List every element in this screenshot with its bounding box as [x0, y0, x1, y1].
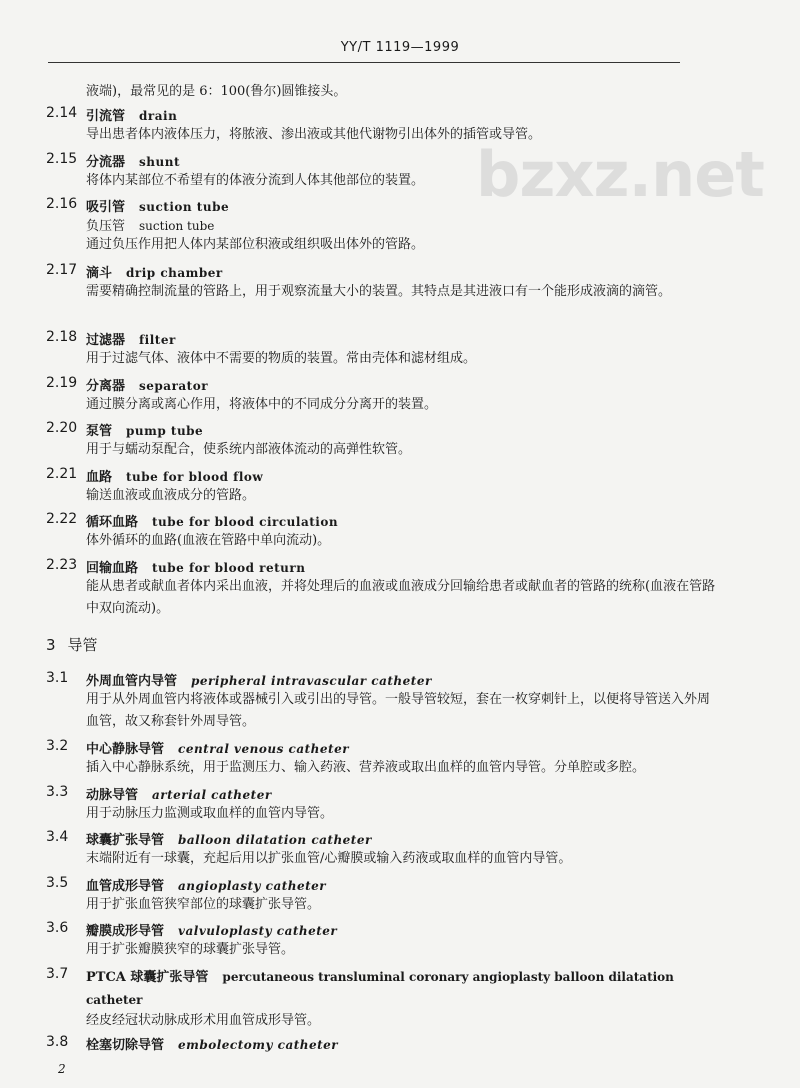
entry-number: 2.16 [46, 196, 78, 212]
entry-number: 2.22 [46, 511, 78, 527]
entry-number: 3.3 [46, 784, 69, 800]
entry-definition: 用于过滤气体、液体中不需要的物质的装置。常由壳体和滤材组成。 [86, 351, 477, 366]
entry-definition: 将体内某部位不希望有的体液分流到人体其他部位的装置。 [86, 173, 425, 188]
entry-number: 3.6 [46, 920, 69, 936]
entry-definition: 体外循环的血路(血液在管路中单向流动)。 [86, 533, 331, 548]
entry-definition: 经皮经冠状动脉成形术用血管成形导管。 [86, 1013, 321, 1028]
entry-number: 3.8 [46, 1034, 69, 1050]
entry-definition: 用于扩张血管狭窄部位的球囊扩张导管。 [86, 897, 321, 912]
entry-definition: 输送血液或血液成分的管路。 [86, 488, 256, 503]
page-number: 2 [58, 1062, 66, 1076]
entry-term: 血路 tube for blood flow [86, 470, 264, 485]
entry-term: 球囊扩张导管 balloon dilatation catheter [86, 833, 372, 848]
entry-term: 瓣膜成形导管 valvuloplasty catheter [86, 924, 338, 939]
entry-term: 过滤器 filter [86, 333, 176, 348]
entry-term: 分离器 separator [86, 379, 209, 394]
entry-number: 2.19 [46, 375, 78, 391]
entry-number: 2.14 [46, 105, 78, 121]
entry-term: 外周血管内导管 peripheral intravascular catheter [86, 674, 432, 689]
entry-term: 吸引管 suction tube [86, 200, 230, 215]
entry-term: 循环血路 tube for blood circulation [86, 515, 339, 530]
entry-number: 3.1 [46, 670, 69, 686]
entry-term: 动脉导管 arterial catheter [86, 788, 272, 803]
entry-definition: 用于扩张瓣膜狭窄的球囊扩张导管。 [86, 942, 295, 957]
entry-definition: 通过膜分离或离心作用，将液体中的不同成分分离开的装置。 [86, 397, 438, 412]
header-rule [48, 62, 680, 63]
watermark: bzxz.net [476, 138, 764, 211]
entry-number: 3.5 [46, 875, 69, 891]
entry-term: 回输血路 tube for blood return [86, 561, 306, 576]
entry-number: 2.21 [46, 466, 78, 482]
entry-number: 2.15 [46, 151, 78, 167]
entry-definition: 通过负压作用把人体内某部位积液或组织吸出体外的管路。 [86, 237, 425, 252]
entry-definition: 导出患者体内液体压力，将脓液、渗出液或其他代谢物引出体外的插管或导管。 [86, 127, 542, 142]
entry-term: 分流器 shunt [86, 155, 180, 170]
section-title: 导管 [67, 636, 98, 654]
continuation-text: 液端)，最常见的是 6：100(鲁尔)圆锥接头。 [86, 84, 347, 99]
entry-definition: 用于从外周血管内将液体或器械引入或引出的导管。一般导管较短，套在一枚穿刺针上，以便将导管送入外周血管，故又称套针外周导管。 [86, 692, 711, 729]
entry-number: 2.20 [46, 420, 78, 436]
entry-term: 血管成形导管 angioplasty catheter [86, 879, 327, 894]
entry-number: 2.17 [46, 262, 78, 278]
entry-definition: 用于动脉压力监测或取血样的血管内导管。 [86, 806, 334, 821]
entry-definition: 用于与蠕动泵配合，使系统内部液体流动的高弹性软管。 [86, 442, 412, 457]
entry-number: 3.7 [46, 966, 69, 982]
entry-term: 滴斗 drip chamber [86, 266, 223, 281]
entry-number: 3.4 [46, 829, 69, 845]
header-standard-code: YY/T 1119—1999 [340, 40, 460, 55]
entry-definition: 需要精确控制流量的管路上，用于观察流量大小的装置。其特点是其进液口有一个能形成液滴的滴管。 [86, 284, 672, 299]
entry-term: 泵管 pump tube [86, 424, 204, 439]
entry-number: 3.2 [46, 738, 69, 754]
entry-term: 引流管 drain [86, 109, 178, 124]
entry-term: PTCA 球囊扩张导管 percutaneous transluminal coronary angioplasty balloon dilatation catheter [86, 970, 674, 1007]
section-heading [46, 634, 98, 655]
entry-definition: 末端附近有一球囊，充起后用以扩张血管/心瓣膜或输入药液或取血样的血管内导管。 [86, 851, 572, 866]
section-number: 3 [46, 636, 56, 654]
entry-number: 2.18 [46, 329, 78, 345]
entry-term: 栓塞切除导管 embolectomy catheter [86, 1038, 339, 1053]
entry-term: 中心静脉导管 central venous catheter [86, 742, 350, 757]
entry-number: 2.23 [46, 557, 78, 573]
entry-definition: 插入中心静脉系统，用于监测压力、输入药液、营养液或取出血样的血管内导管。分单腔或多腔。 [86, 760, 646, 775]
entry-alt-term: 负压管 suction tube [86, 219, 215, 234]
entry-definition: 能从患者或献血者体内采出血液，并将处理后的血液或血液成分回输给患者或献血者的管路的统称(血液在管路中双向流动)。 [86, 579, 716, 616]
